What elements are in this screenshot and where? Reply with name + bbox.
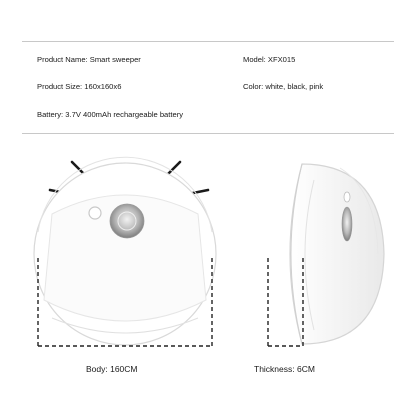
product-name-text: Product Name: Smart sweeper xyxy=(37,55,141,64)
side-indicator-icon xyxy=(344,192,350,202)
battery-text: Battery: 3.7V 400mAh rechargeable battery xyxy=(37,110,184,119)
product-size-text: Product Size: 160x160x6 xyxy=(37,82,122,91)
power-button-icon xyxy=(110,204,144,238)
color-text: Color: white, black, pink xyxy=(243,82,324,91)
body-dimension-label: Body: 160CM xyxy=(86,364,138,374)
thickness-dimension-label: Thickness: 6CM xyxy=(254,364,315,374)
indicator-light-icon xyxy=(89,207,101,219)
model-text: Model: XFX015 xyxy=(243,55,296,64)
robot-side-view xyxy=(290,164,384,344)
side-button-icon xyxy=(342,207,352,241)
robot-top-view xyxy=(34,157,216,345)
